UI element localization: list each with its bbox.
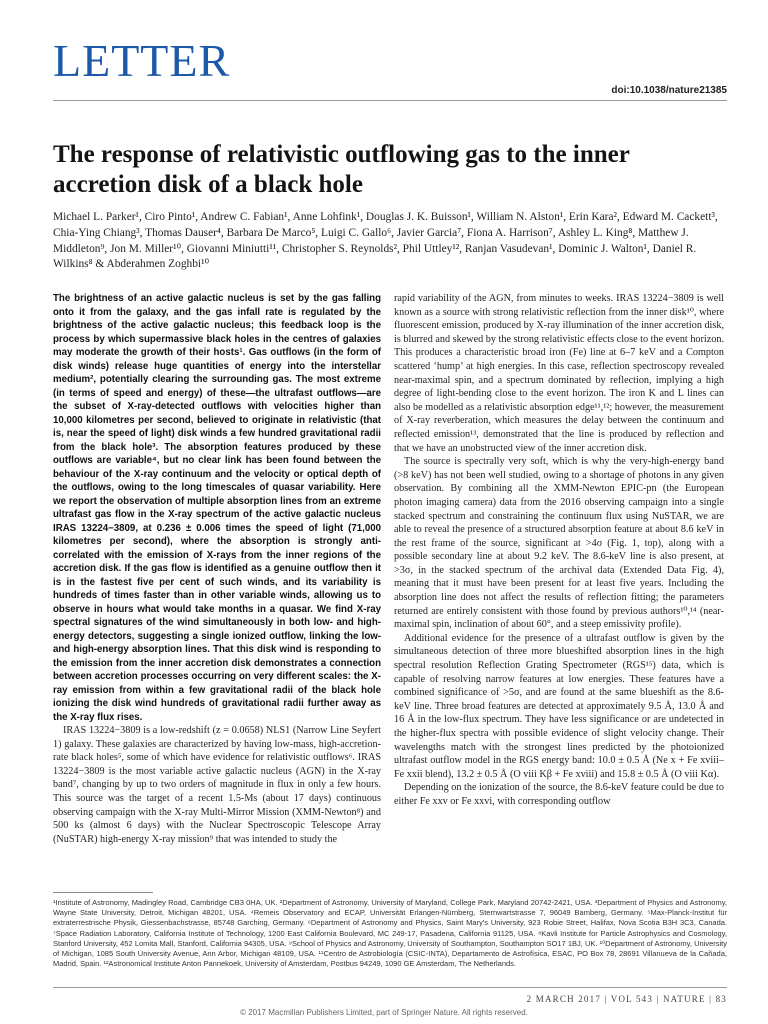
left-column (53, 292, 381, 846)
author-list: Michael L. Parker¹, Ciro Pinto¹, Andrew C. Fabian¹, Anne Lohfink¹, Douglas J. K. Buisson¹, William N. Alston¹, Erin Kara², Edward M. Cackett³, Chia-Ying Chiang³, Thomas Dauser⁴, Barbara De Marco⁵, Luigi C. Gallo⁶, Javier Garcia⁷, Fiona A. Harrison⁷, Ashley L. King⁸, Matthew J. Middleton⁹, Jon M. Miller¹⁰, Giovanni Miniutti¹¹, Christopher S. Reynolds², Phil Uttley¹², Ranjan Vasudevan¹, Dominic J. Walton¹, Daniel R. Wilkins⁸ & Abderahmen Zoghbi¹⁰ (53, 211, 718, 271)
body-paragraph: IRAS 13224−3809 is a low-redshift (z = 0.0658) NLS1 (Narrow Line Seyfert 1) galaxy. These galaxies are characterized by having low-mass, high-accretion-rate black holes⁵, some of which have evidence for relativistic outflows⁶. IRAS 13224−3809 is the most variable active galactic nucleus (AGN) in the X-ray band⁷, changing by up to two orders of magnitude in flux in only a few hours. This source was the target of a recent 1.5-Ms (about 17 days) continuous observing campaign with the X-ray Multi-Mirror Mission (XMM-Newton⁸) and 500 ks (almost 6 days) with the Nuclear Spectroscopic Telescope Array (NuSTAR) high-energy X-ray mission⁹ that was intended to study the (53, 725, 381, 845)
body-paragraph: The source is spectrally very soft, which is why the very-high-energy band (>8 keV) has not been well studied, owing to a shortage of photons in any given observation. By combining all the XMM-Newton EPIC-pn (the European photon imaging camera) data from the 2016 observing campaign into a single stacked spectrum and constraining the continuum flux using NuSTAR, we are able to reveal the presence of a structured absorption feature at about 8.6 keV in the rest frame of the source, significant at >4σ (Fig. 1, top), along with a possible secondary line at about 9.2 keV. The 8.6-keV line is also present, at >3σ, in the stacked spectrum of the archival data (Extended Data Fig. 4), meaning that it must have been present for at least five years. Including the absorption line does not affect the results of reflection fitting; the parameters returned are entirely consistent with those found by previous authors¹⁰,¹⁴ (near-maximal spin, inclination of about 60°, and a steep emissivity profile). (394, 456, 724, 631)
copyright-notice: © 2017 Macmillan Publishers Limited, part of Springer Nature. All rights reserved. (240, 1008, 528, 1017)
affiliations: ¹Institute of Astronomy, Madingley Road, Cambridge CB3 0HA, UK. ²Department of Astronomy, University of Maryland, College Park, Maryland 20742-2421, USA. ³Department of Physics and Astronomy, Wayne State University, Detroit, Michigan 48201, USA. ⁴Remeis Observatory and ECAP, Universität Erlangen-Nürnberg, Sternwartstrasse 7, 96049 Bamberg, Germany. ⁵Max-Planck-Institut für extraterrestrische Physik, Giessenbachstrasse, 85748 Garching, Germany. ⁶Department of Astronomy and Physics, Saint Mary's University, 923 Robie Street, Halifax, Nova Scotia B3H 3C3, Canada. ⁷Space Radiation Laboratory, California Institute of Technology, 1200 East California Boulevard, MC 249-17, Pasadena, California 91125, USA. ⁸Kavli Institute for Particle Astrophysics and Cosmology, Stanford University, 452 Lomita Mall, Stanford, California 94305, USA. ⁹School of Physics and Astronomy, University of Southampton, Southampton SO17 1BJ, UK. ¹⁰Department of Astronomy, University of Michigan, 1085 South University Avenue, Ann Arbor, Michigan 48109, USA. ¹¹Centro de Astrobiología (CSIC-INTA), Departamento de Astrofísica, ESAC, PO Box 78, 28691 Villanueva de la Cañada, Madrid, Spain. ¹²Astronomical Institute Anton Pannekoek, University of Amsterdam, Postbus 94249, 1090 GE Amsterdam, The Netherlands. (53, 898, 727, 969)
page-folio: 2 MARCH 2017 | VOL 543 | NATURE | 83 (526, 994, 727, 1004)
article-title: The response of relativistic outflowing gas to the inner accretion disk of a black hole (53, 141, 630, 198)
footnote-rule (53, 892, 153, 893)
abstract: The brightness of an active galactic nucleus is set by the gas falling onto it from the galaxy, and the gas infall rate is regulated by the brightness of the active galactic nucleus; this feedback loop is the process by which supermassive black holes in the centres of galaxies may moderate the growth of their hosts¹. Gas outflows (in the form of disk winds) release huge quantities of energy into the interstellar medium², potentially clearing the surrounding gas. The most extreme (in terms of speed and energy) of these—the ultrafast outflows—are the subset of X-ray-detected outflows with velocities higher than 10,000 kilometres per second, believed to originate in relativistic (that is, near the speed of light) disk winds a few hundred gravitational radii from the black hole³. The absorption features produced by these outflows are variable⁴, but no clear link has been found between the behaviour of the X-ray continuum and the velocity or optical depth of the outflows, owing to the long timescales of quasar variability. Here we report the observation of multiple absorption lines from an extreme ultrafast gas flow in the X-ray spectrum of the active galactic nucleus IRAS 13224−3809, at 0.236 ± 0.006 times the speed of light (71,000 kilometres per second), where the absorption is strongly anti-correlated with the emission of X-rays from the inner regions of the accretion disk. If the gas flow is identified as a genuine outflow then it is in the fastest five per cent of such winds, and its variability is hundreds of times faster than in other variable winds, allowing us to observe in hours what would take months in a quasar. We find X-ray spectral signatures of the wind simultaneously in both low- and high-energy detectors, suggesting a single ionized outflow, linking the low- and high-energy absorption lines. That this disk wind is responding to the emission from the inner accretion disk demonstrates a connection between accretion processes occurring on very different scales: the X-ray emission from within a few gravitational radii of the black hole ionizing the disk wind hundreds of gravitational radii further away as the X-ray flux rises. (53, 293, 381, 723)
right-column (394, 292, 724, 809)
bottom-rule (53, 987, 727, 988)
body-paragraph: Depending on the ionization of the source, the 8.6-keV feature could be due to either Fe xxv or Fe xxvi, with corresponding outflow (394, 782, 724, 807)
top-rule (53, 100, 727, 101)
body-paragraph: rapid variability of the AGN, from minutes to weeks. IRAS 13224−3809 is well known as a source with strong relativistic reflection from the inner disk¹⁰, where fluorescent emission, produced by X-ray illumination of the inner accretion disk, is blurred and skewed by the strong relativistic effects close to the event horizon. This produces a characteristic broad iron (Fe) line at 6–7 keV and a Compton scattered ‘hump’ at high energies. In this case, reflection spectroscopy revealed near-maximal spin, and a spectrum dominated by reflection, implying a high degree of light-bending close to the event horizon. The iron K and L lines can also be modelled as a relativistic absorption edge¹¹,¹²; however, the measurement of X-ray reverberation, which measures the delay between the continuum and reflected emission¹³, demonstrated that the line is produced by reflection and that we have an unobstructed view of the inner accretion disk. (394, 293, 724, 454)
section-label: LETTER (53, 35, 231, 86)
doi[interactable]: doi:10.1038/nature21385 (611, 85, 727, 96)
body-paragraph: Additional evidence for the presence of a ultrafast outflow is given by the simultaneous detection of three more blueshifted absorption lines in the high spectral resolution Reflection Grating Spectrometer (RGS¹⁵) data, which is capable of resolving narrow features at low energies. These features have a combined significance of >5σ, and are found at the same blueshift as the 8.6-keV line. Three broad features are detected at approximately 9.5 Å, 13.0 Å and 16 Å in the low-flux spectrum. They have less significance or are undetected in the higher-flux spectra with possible evidence of slight velocity change. Their wavelengths match with the strongest lines predicted by the photoionized ultrafast outflow model in the RGS energy band: 10.0 ± 0.5 Å (Ne x + Fe xviii–Fe xxii blend), 13.2 ± 0.5 Å (O viii Kβ + Fe xviii) and 15.8 ± 0.5 Å (O viii Kα). (394, 632, 724, 780)
